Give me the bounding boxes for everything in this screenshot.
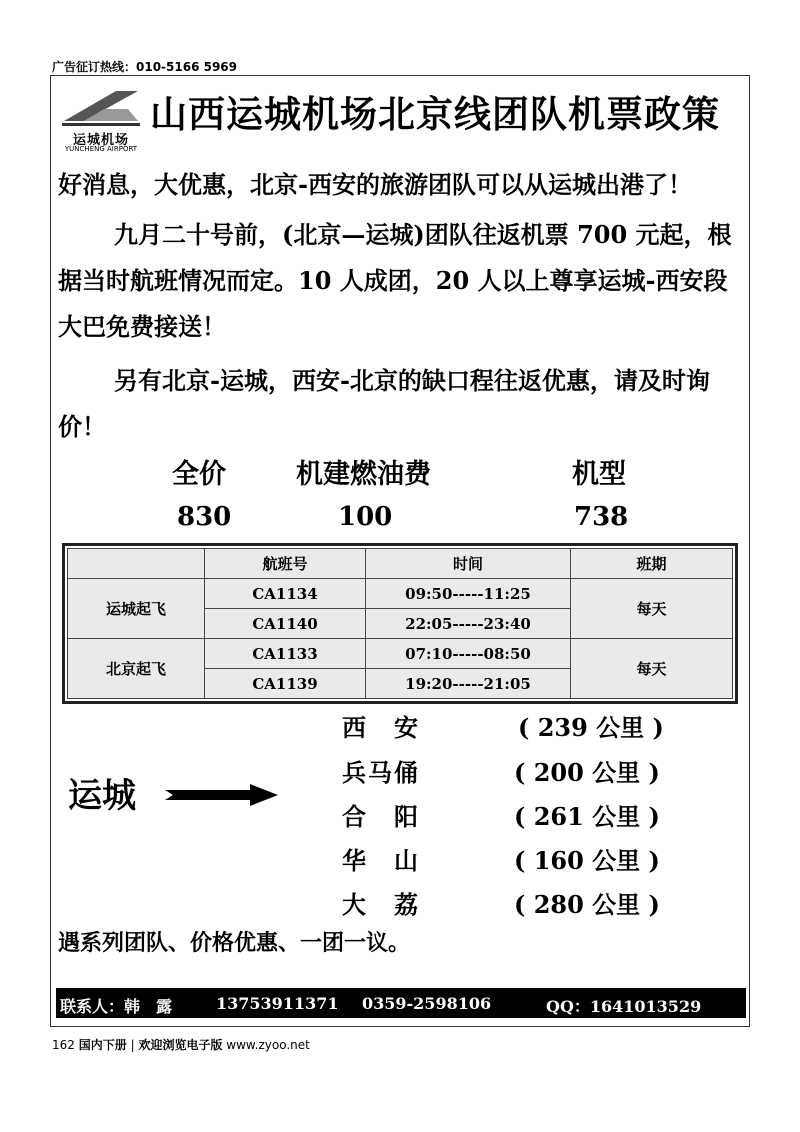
full-price-value: 830 bbox=[177, 502, 232, 532]
page-title: 山西运城机场北京线团队机票政策 bbox=[150, 93, 720, 136]
destination-name: 大 荔 bbox=[342, 890, 420, 919]
intro-paragraph-2: 另有北京-运城，西安-北京的缺口程往返优惠，请及时询价！ bbox=[58, 366, 710, 441]
destination-distance: ( 280 公里 ) bbox=[514, 890, 660, 919]
destination-distance: ( 160 公里 ) bbox=[514, 846, 660, 875]
airport-logo bbox=[58, 85, 144, 155]
origin-cell: 北京起飞 bbox=[68, 639, 205, 699]
contact-person: 联系人：韩 露 bbox=[60, 997, 173, 1016]
footer-divider: | bbox=[130, 1038, 135, 1052]
table-row bbox=[68, 579, 733, 609]
footer-welcome: 欢迎浏览电子版 bbox=[138, 1038, 223, 1052]
destination-name: 华 山 bbox=[342, 846, 420, 875]
flight-time-cell: 07:10-----08:50 bbox=[366, 639, 571, 669]
model-value: 738 bbox=[574, 502, 629, 532]
arrow-right-icon bbox=[165, 782, 280, 808]
full-price-label: 全价 bbox=[172, 459, 226, 490]
headline: 好消息，大优惠，北京-西安的旅游团队可以从运城出港了！ bbox=[58, 170, 692, 199]
flight-number-cell: CA1133 bbox=[205, 639, 366, 669]
frequency-cell: 每天 bbox=[571, 639, 733, 699]
flight-number-cell: CA1140 bbox=[205, 609, 366, 639]
hotline: 广告征订热线：010-5166 5969 bbox=[52, 60, 238, 74]
destination-name: 合 阳 bbox=[342, 802, 420, 831]
tax-value: 100 bbox=[338, 502, 393, 532]
page-footer bbox=[52, 1036, 310, 1053]
table-header-flight: 航班号 bbox=[205, 549, 366, 579]
destination-distance: ( 239 公里 ) bbox=[518, 713, 664, 742]
contact-phone: 0359-2598106 bbox=[362, 994, 492, 1013]
intro-paragraph-1: 九月二十号前，(北京—运城)团队往返机票 700 元起，根据当时航班情况而定。10 人成团，20 人以上尊享运城-西安段 大巴免费接送！ bbox=[58, 220, 732, 341]
model-label: 机型 bbox=[572, 459, 626, 490]
table-header-blank bbox=[68, 549, 205, 579]
destination-name: 西 安 bbox=[342, 713, 420, 742]
group-note: 遇系列团队、价格优惠、一团一议。 bbox=[58, 930, 411, 956]
table-header-time: 时间 bbox=[366, 549, 571, 579]
section-name: 国内下册 bbox=[78, 1038, 127, 1052]
flight-time-cell: 09:50-----11:25 bbox=[366, 579, 571, 609]
origin-city: 运城 bbox=[68, 776, 136, 816]
footer-site-link[interactable]: www.zyoo.net bbox=[226, 1038, 310, 1052]
flight-time-cell: 19:20-----21:05 bbox=[366, 669, 571, 699]
origin-cell: 运城起飞 bbox=[68, 579, 205, 639]
flight-number-cell: CA1139 bbox=[205, 669, 366, 699]
plane-logo-icon bbox=[58, 85, 144, 131]
destination-name: 兵马俑 bbox=[342, 758, 420, 787]
table-row bbox=[68, 639, 733, 669]
tax-label: 机建燃油费 bbox=[296, 459, 431, 490]
contact-bar bbox=[56, 988, 746, 1018]
flight-number-cell: CA1134 bbox=[205, 579, 366, 609]
flight-schedule bbox=[62, 543, 738, 704]
frequency-cell: 每天 bbox=[571, 579, 733, 639]
destination-distance: ( 261 公里 ) bbox=[514, 802, 660, 831]
flight-time-cell: 22:05-----23:40 bbox=[366, 609, 571, 639]
contact-mobile: 13753911371 bbox=[216, 994, 339, 1013]
table-header-row bbox=[68, 549, 733, 579]
destination-distance: ( 200 公里 ) bbox=[514, 758, 660, 787]
logo-en-text: YUNCHENG AIRPORT bbox=[64, 145, 138, 153]
table-header-frequency: 班期 bbox=[571, 549, 733, 579]
contact-qq: QQ：1641013529 bbox=[546, 997, 702, 1016]
page-number: 162 bbox=[52, 1038, 75, 1052]
flight-table bbox=[67, 548, 733, 699]
logo-cn-text: 运城机场 bbox=[72, 133, 129, 148]
